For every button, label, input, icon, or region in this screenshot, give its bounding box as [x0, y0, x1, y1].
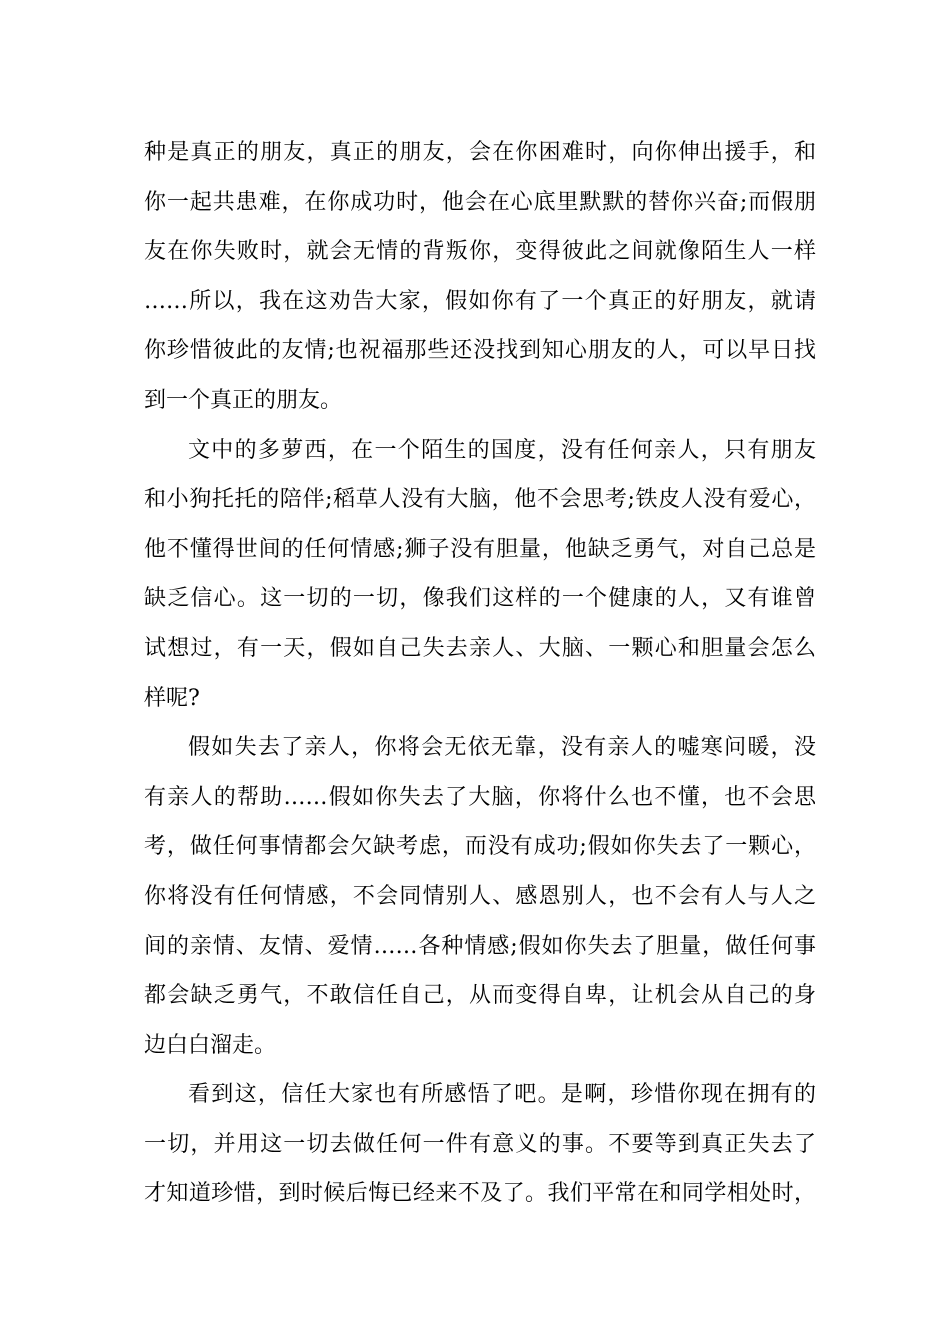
text-line: 假如失去了亲人，你将会无依无靠，没有亲人的嘘寒问暖，没	[188, 735, 816, 761]
body-text	[144, 128, 816, 1219]
text-line: 你一起共患难，在你成功时，他会在心底里默默的替你兴奋;而假朋	[144, 189, 816, 215]
text-line: 有亲人的帮助……假如你失去了大脑，你将什么也不懂，也不会思	[144, 784, 816, 810]
text-line: 你将没有任何情感，不会同情别人、感恩别人，也不会有人与人之	[144, 883, 816, 909]
paragraph-3	[144, 723, 816, 1070]
paragraph-2	[144, 426, 816, 724]
text-line: 文中的多萝西，在一个陌生的国度，没有任何亲人，只有朋友	[188, 437, 816, 463]
text-line: 样呢?	[144, 685, 200, 711]
text-line: 友在你失败时，就会无情的背叛你，变得彼此之间就像陌生人一样	[144, 239, 816, 265]
text-line: 才知道珍惜，到时候后悔已经来不及了。我们平常在和同学相处时，	[144, 1181, 816, 1207]
paragraph-1	[144, 128, 816, 426]
text-line: 缺乏信心。这一切的一切，像我们这样的一个健康的人，又有谁曾	[144, 586, 816, 612]
text-line: 种是真正的朋友，真正的朋友，会在你困难时，向你伸出援手，和	[144, 140, 816, 165]
text-line: 他不懂得世间的任何情感;狮子没有胆量，他缺乏勇气，对自己总是	[144, 536, 816, 562]
text-line: 看到这，信任大家也有所感悟了吧。是啊，珍惜你现在拥有的	[188, 1082, 816, 1108]
text-line: 考，做任何事情都会欠缺考虑，而没有成功;假如你失去了一颗心，	[144, 834, 816, 860]
text-line: 和小狗托托的陪伴;稻草人没有大脑，他不会思考;铁皮人没有爱心，	[144, 487, 816, 513]
text-line: 试想过，有一天，假如自己失去亲人、大脑、一颗心和胆量会怎么	[144, 635, 816, 661]
text-line: 你珍惜彼此的友情;也祝福那些还没找到知心朋友的人，可以早日找	[144, 338, 816, 364]
paragraph-4	[144, 1070, 816, 1219]
text-line: ……所以，我在这劝告大家，假如你有了一个真正的好朋友，就请	[144, 288, 816, 314]
text-line: 到一个真正的朋友。	[144, 387, 343, 413]
text-line: 一切，并用这一切去做任何一件有意义的事。不要等到真正失去了	[144, 1131, 816, 1157]
text-line: 都会缺乏勇气，不敢信任自己，从而变得自卑，让机会从自己的身	[144, 983, 816, 1009]
text-line: 间的亲情、友情、爱情……各种情感;假如你失去了胆量，做任何事	[144, 933, 816, 959]
text-line: 边白白溜走。	[144, 1032, 277, 1058]
